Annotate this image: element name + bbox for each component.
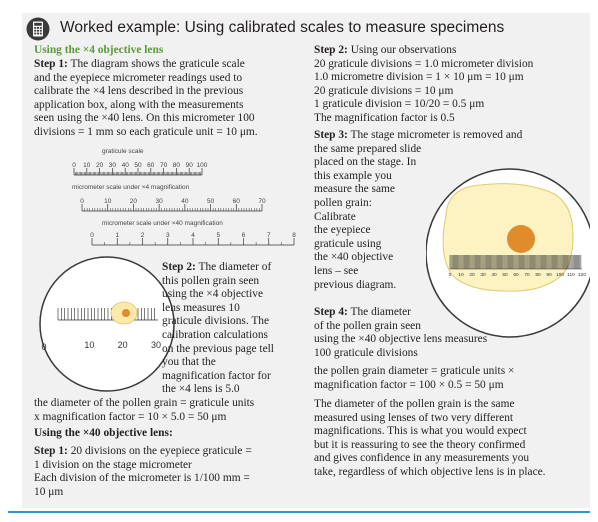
x40-scale-tick-label: 4 [191, 232, 195, 239]
left-step1b-line: 20 divisions on the eyepiece graticule = [70, 445, 252, 457]
left-calc-line: x magnification factor = 10 × 5.0 = 50 μm [34, 410, 227, 423]
bottom-rule [8, 511, 590, 513]
left-step2-line: this pollen grain seen [162, 274, 260, 287]
left-step1-line: application box, along with the measurements [34, 98, 244, 111]
right-step3-line: The stage micrometer is removed and [350, 129, 523, 141]
x40-scale-tick-label: 6 [241, 232, 246, 239]
x4-scale-tick-label: 20 [129, 198, 138, 205]
right-step3-line: Calibrate [314, 210, 356, 223]
right-step4-label: Step 4: [314, 306, 348, 318]
c40-scale-label: 110 [567, 273, 575, 278]
left-step1-line: divisions = 1 mm so each graticule unit = 10 μm. [34, 125, 258, 138]
page-title: Worked example: Using calibrated scales to measure specimens [60, 19, 505, 36]
worked-example-box [22, 13, 590, 508]
x4-field-of-view [36, 250, 178, 398]
graticule-tick-label: 20 [95, 162, 104, 169]
x4-scale-tick-label: 40 [181, 198, 189, 205]
left-step1-line: seen using the ×40 lens. On this micrometer 100 [34, 112, 255, 125]
graticule-tick-label: 60 [147, 162, 155, 169]
heading-x4-lens: Using the ×4 objective lens [34, 44, 164, 56]
x40-scale-tick-label: 1 [115, 232, 120, 239]
c40-scale-label: 30 [480, 273, 486, 278]
circle-scale-label: 20 [117, 340, 128, 350]
x4-scale-tick-label: 10 [104, 198, 112, 205]
conclusion-line: and gives confidence in any measurements you [314, 452, 530, 465]
c40-scale-label: 40 [491, 273, 497, 278]
c40-scale-label: 90 [546, 273, 552, 278]
left-step1b-line: 1 division on the stage micrometer [34, 458, 192, 471]
pollen-nucleus-large [507, 225, 535, 253]
right-step2-label: Step 2: [314, 44, 348, 56]
right-step3-line: the same prepared slide [314, 142, 422, 155]
right-calc-line: magnification factor = 100 × 0.5 = 50 μm [314, 378, 504, 391]
right-diameter-calc [314, 365, 514, 392]
heading-x40-lens: Using the ×40 objective lens: [34, 427, 173, 439]
right-step3-line: graticule using [314, 237, 382, 250]
right-step4-paragraph [314, 306, 487, 360]
left-step2-line: using the ×4 objective [162, 288, 264, 301]
left-step2-line: calibration calculations [162, 328, 268, 341]
pollen-nucleus-small [122, 309, 130, 317]
conclusion-line: but it is reassuring to see the theory confirmed [314, 438, 526, 451]
x40-scale-tick-label: 3 [165, 232, 170, 239]
right-step3-label: Step 3: [314, 129, 348, 141]
right-step4-line: of the pollen grain seen [314, 319, 421, 332]
x40-scale-tick-label: 2 [140, 232, 145, 239]
graticule-tick-label: 40 [121, 162, 129, 169]
graticule-tick-label: 50 [134, 162, 142, 169]
micrometer-x4-label: micrometer scale under ×4 magnification [72, 184, 190, 191]
circle-scale-label: 0 [41, 342, 47, 352]
c40-scale-label: 50 [502, 273, 508, 278]
left-step1-line: The diagram shows the graticule scale [70, 58, 245, 70]
x4-scale-tick-label: 0 [80, 198, 84, 205]
right-step3-line: pollen grain: [314, 196, 372, 209]
x4-scale-tick-label: 70 [258, 198, 266, 205]
c40-scale-label: 80 [535, 273, 541, 278]
right-conclusion [314, 398, 546, 480]
left-step2-line: lens measures 10 [162, 301, 240, 314]
left-step2-line: The diameter of [198, 261, 272, 273]
right-step3-line: placed on the stage. In [314, 156, 417, 169]
left-step1-line: calibrate the ×4 lens described in the previous [34, 85, 244, 98]
c40-scale-label: 70 [524, 273, 530, 278]
x40-scale-tick-label: 5 [216, 232, 221, 239]
c40-scale-label: 0 [448, 273, 452, 278]
left-step1b-line: 10 μm [34, 485, 64, 498]
right-step2-line: Using our observations [350, 44, 457, 56]
circle-scale-label: 10 [84, 340, 95, 350]
graticule-tick-label: 90 [185, 162, 193, 169]
right-step2-line: 1.0 micrometre division = 1 × 10 μm = 10 μm [314, 71, 524, 84]
conclusion-line: The diameter of the pollen grain is the same [314, 398, 515, 410]
left-step1-paragraph [34, 58, 258, 140]
micrometer-x40-label: micrometer scale under ×40 magnification [102, 220, 223, 227]
left-step1b-line: Each division of the micrometer is 1/100 mm = [34, 472, 250, 485]
c40-scale-label: 20 [469, 273, 475, 278]
right-step3-line: the ×40 objective [314, 251, 394, 264]
right-step2-line: The magnification factor is 0.5 [314, 111, 455, 124]
right-step2-line: 20 graticule divisions = 10 μm [314, 84, 454, 97]
x4-scale-tick-label: 30 [155, 198, 163, 205]
left-step2-paragraph [162, 261, 274, 397]
graticule-tick-label: 30 [108, 162, 117, 169]
x40-scale-tick-label: 0 [90, 232, 94, 239]
left-step1-line: and the eyepiece micrometer readings used to [34, 71, 243, 84]
x4-scale-tick-label: 50 [206, 198, 215, 205]
right-step4-line: using the ×40 objective lens measures [314, 333, 488, 346]
c40-scale-label: 100 [555, 273, 565, 278]
right-step3-line: measure the same [314, 183, 395, 196]
c40-scale-label: 120 [577, 273, 587, 278]
left-step2-line: graticule divisions. The [162, 315, 270, 328]
left-step1b-label: Step 1: [34, 445, 68, 457]
left-step2-line: on the previous page tell [162, 342, 274, 355]
left-step1-label: Step 1: [34, 58, 68, 70]
graticule-scale-label: graticule scale [102, 148, 144, 155]
graticule-tick-label: 70 [159, 162, 168, 169]
left-step2-line: you that the [162, 356, 216, 369]
left-diameter-calc [34, 397, 254, 424]
conclusion-line: measured using lenses of two very different [314, 411, 514, 424]
left-step1b-paragraph [34, 445, 252, 499]
right-step3-line: previous diagram. [314, 278, 397, 291]
left-step2-label: Step 2: [162, 261, 196, 273]
right-calc-line: the pollen grain diameter = graticule units × [314, 365, 515, 377]
conclusion-line: magnifications. This is what you would expect [314, 425, 527, 438]
c40-scale-label: 10 [458, 273, 464, 278]
x4-scale-tick-label: 60 [232, 198, 240, 205]
left-calc-line: the diameter of the pollen grain = graticule units [34, 397, 255, 409]
calculator-icon [26, 17, 50, 41]
conclusion-line: take, regardless of which objective lens is in place. [314, 465, 546, 478]
right-step2-paragraph [314, 44, 533, 126]
graticule-tick-label: 80 [172, 162, 181, 169]
x40-scale-tick-label: 8 [292, 232, 296, 239]
graticule-tick-label: 10 [83, 162, 91, 169]
x40-scale-tick-label: 7 [266, 232, 271, 239]
graticule-tick-label: 100 [196, 162, 208, 169]
right-step3-line: lens – see [314, 264, 359, 277]
right-step4-line: The diameter [350, 306, 411, 318]
right-step2-line: 20 graticule divisions = 1.0 micrometer division [314, 57, 534, 70]
right-step3-line: this example you [314, 169, 392, 182]
right-step2-line: 1 graticule division = 10/20 = 0.5 μm [314, 98, 485, 111]
right-step3-line: the eyepiece [314, 224, 371, 237]
calibration-scales-diagram [32, 143, 302, 253]
left-step2-line: the ×4 lens is 5.0 [162, 383, 240, 396]
right-step4-line: 100 graticule divisions [314, 346, 418, 359]
left-step2-line: magnification factor for [162, 369, 271, 382]
graticule-tick-label: 0 [72, 162, 76, 169]
circle-scale-label: 30 [150, 340, 162, 350]
c40-scale-label: 60 [513, 273, 519, 278]
